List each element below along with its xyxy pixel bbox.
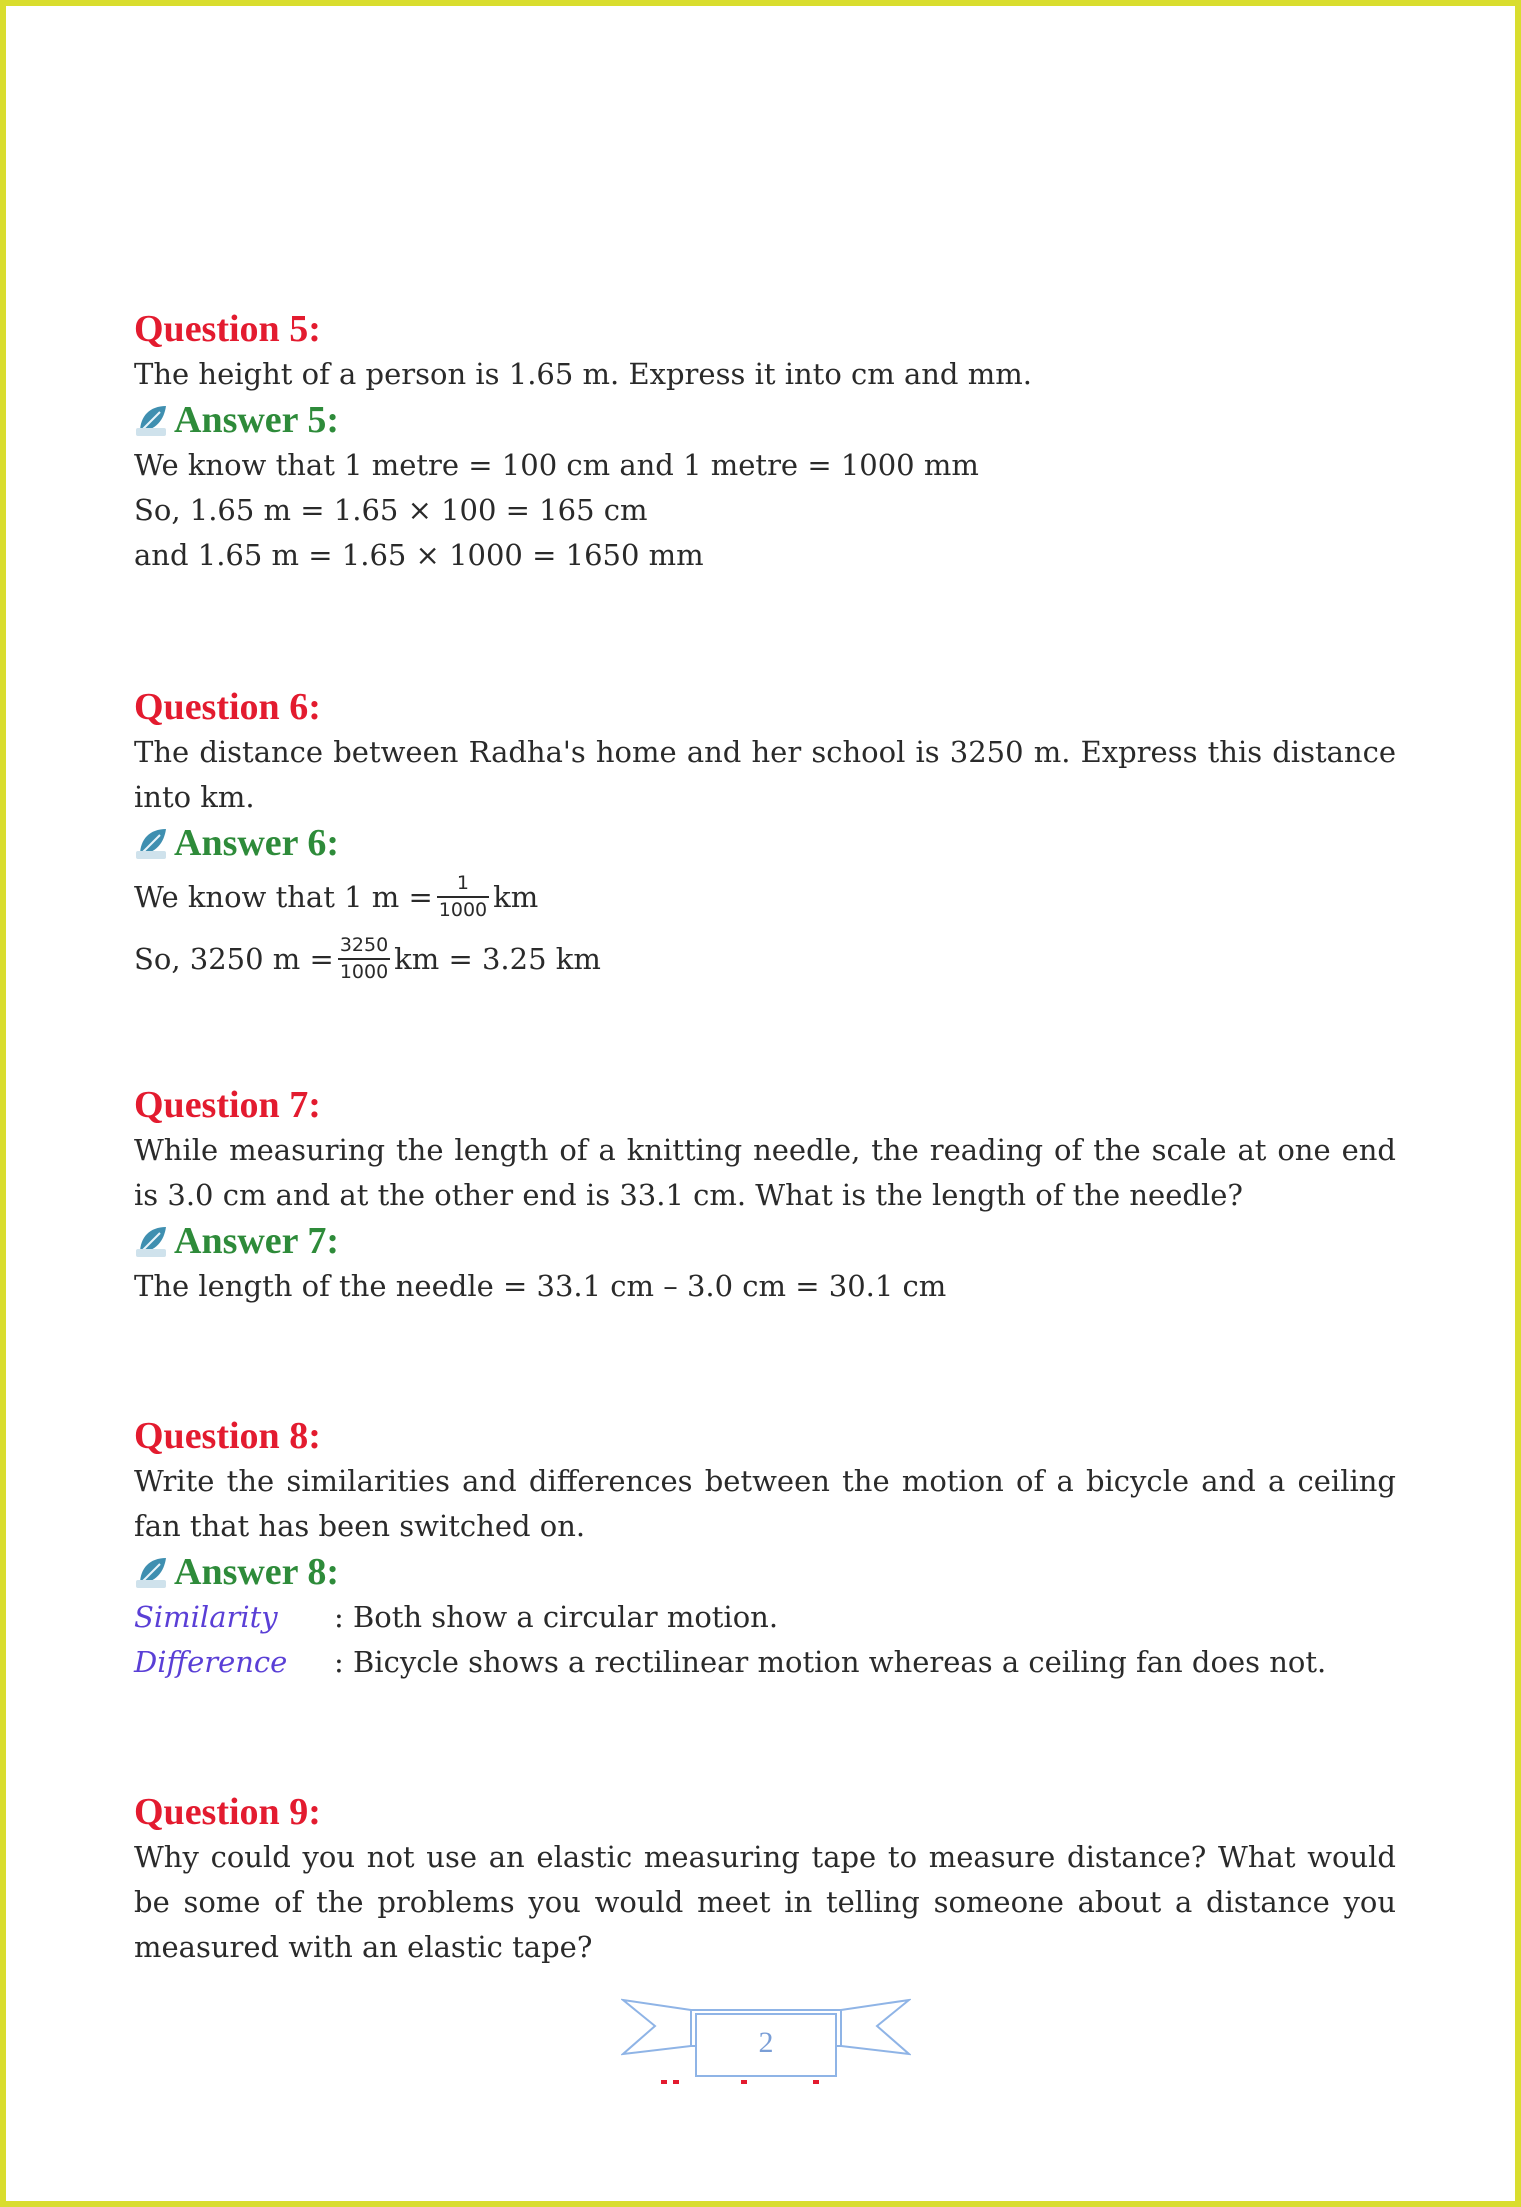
answer-5-heading <box>134 397 1396 443</box>
question-9-text: Why could you not use an elastic measuring tape to measure distance? What would be some of the problems you would meet in telling someone about a distance you measured with an elastic tape? <box>134 1840 1396 1964</box>
leaf-icon <box>134 1223 170 1259</box>
qa-block-5 <box>134 306 1396 578</box>
answer-5-line: So, 1.65 m = 1.65 × 100 = 165 cm <box>134 493 648 527</box>
answer-6-title: Answer 6: <box>174 822 340 864</box>
similarity-desc: : Both show a circular motion. <box>334 1600 779 1634</box>
answer-6-line-2 <box>134 928 1396 990</box>
answer-5-title: Answer 5: <box>174 399 340 441</box>
difference-row <box>134 1640 1396 1685</box>
question-6-title: Question 6: <box>134 686 321 728</box>
fraction-bar <box>437 896 489 898</box>
footer-banner <box>621 1996 911 2086</box>
answer-6-heading <box>134 820 1396 866</box>
fraction-numerator: 1 <box>456 872 469 894</box>
page-number: 2 <box>758 2026 774 2059</box>
question-8-title: Question 8: <box>134 1415 321 1457</box>
qa-block-6 <box>134 684 1396 990</box>
answer-7-title: Answer 7: <box>174 1220 340 1262</box>
question-9-title: Question 9: <box>134 1791 321 1833</box>
qa-block-8 <box>134 1413 1396 1685</box>
leaf-icon <box>134 402 170 438</box>
fraction-denominator: 1000 <box>438 899 488 921</box>
fraction <box>437 874 489 920</box>
answer-5-line: and 1.65 m = 1.65 × 1000 = 1650 mm <box>134 538 704 572</box>
content <box>134 306 1396 2074</box>
fraction-numerator: 3250 <box>339 934 389 956</box>
question-7-text: While measuring the length of a knitting needle, the reading of the scale at one end is 3.0 cm and at the other end is 33.1 cm. What is the length of the needle? <box>134 1133 1396 1212</box>
fraction <box>338 936 390 982</box>
answer-6-line-1 <box>134 866 1396 928</box>
answer-6-line-2-prefix: So, 3250 m = <box>134 942 334 976</box>
fraction-bar <box>338 958 390 960</box>
answer-5-line: We know that 1 metre = 100 cm and 1 metre = 1000 mm <box>134 448 979 482</box>
question-7-title: Question 7: <box>134 1084 321 1126</box>
leaf-icon <box>134 825 170 861</box>
answer-6-line-1-suffix: km <box>493 880 539 914</box>
difference-term: Difference <box>134 1645 288 1679</box>
similarity-term: Similarity <box>134 1600 278 1634</box>
leaf-icon <box>134 1554 170 1590</box>
fraction-denominator: 1000 <box>339 961 389 983</box>
question-6-text: The distance between Radha's home and her school is 3250 m. Express this distance into km. <box>134 735 1396 814</box>
answer-8-heading <box>134 1549 1396 1595</box>
answer-8-title: Answer 8: <box>174 1551 340 1593</box>
question-8-text: Write the similarities and differences between the motion of a bicycle and a ceiling fan that has been switched on. <box>134 1464 1396 1543</box>
qa-block-7 <box>134 1082 1396 1309</box>
answer-7-heading <box>134 1218 1396 1264</box>
question-5-text: The height of a person is 1.65 m. Express it into cm and mm. <box>134 357 1032 391</box>
similarity-row <box>134 1595 1396 1640</box>
difference-desc: : Bicycle shows a rectilinear motion whereas a ceiling fan does not. <box>334 1645 1327 1679</box>
qa-block-9 <box>134 1789 1396 1970</box>
answer-6-line-2-suffix: km = 3.25 km <box>394 942 601 976</box>
answer-6-line-1-prefix: We know that 1 m = <box>134 880 433 914</box>
question-5-title: Question 5: <box>134 308 321 350</box>
answer-7-line: The length of the needle = 33.1 cm – 3.0 cm = 30.1 cm <box>134 1269 947 1303</box>
